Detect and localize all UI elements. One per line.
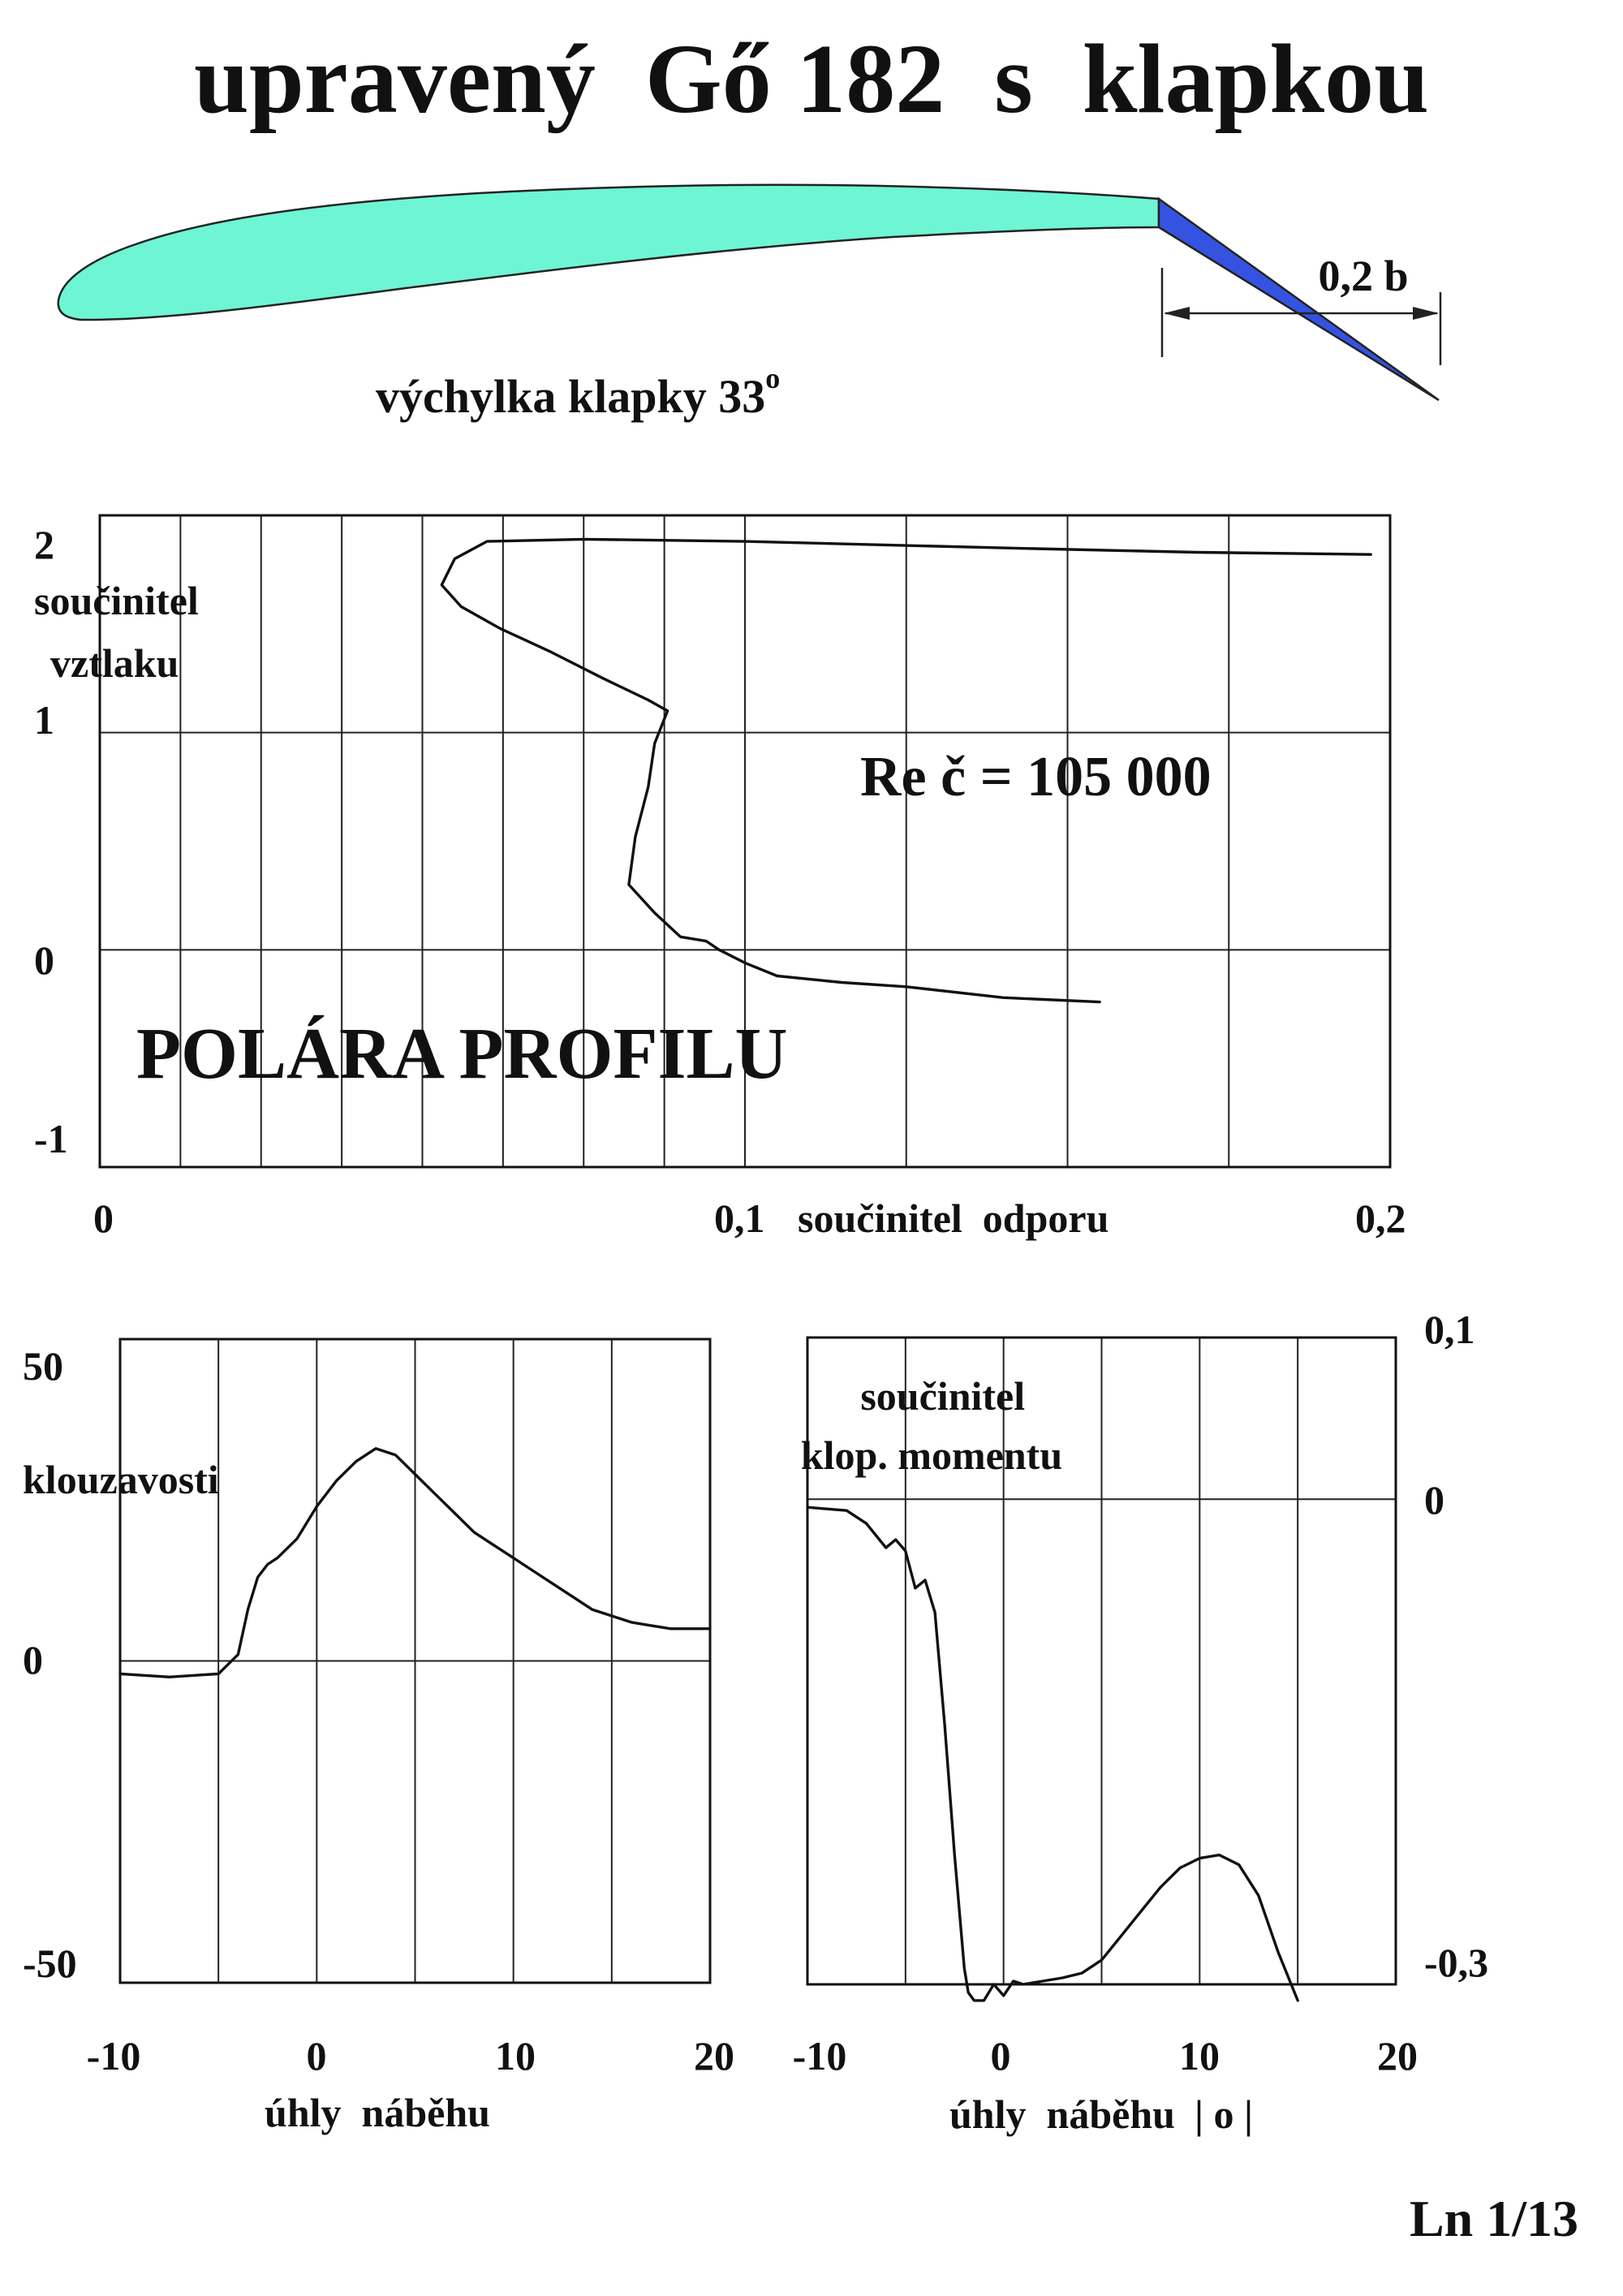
glide-ytick-0: 0 [23,1637,43,1682]
moment-ytick-minus0.3: -0,3 [1424,1940,1489,1985]
polar-ytick-minus1: -1 [34,1116,68,1161]
moment-xlabel-text: úhly náběhu [949,2091,1175,2137]
polar-xtick-0.1: 0,1 [714,1195,765,1241]
page-label: Ln 1/13 [1409,2190,1578,2247]
glide-xtick-0: 0 [306,2033,327,2078]
flap-deflection-label [376,362,780,423]
moment-curve [807,1507,1298,2001]
flap-dimension-arrow-left [1164,307,1190,320]
flap-deflection-text: výchylka klapky 33 [376,370,766,423]
polar-ylabel-line2: vztlaku [50,640,179,686]
polar-xtick-0: 0 [93,1195,114,1241]
moment-ylabel [801,1373,1062,1478]
moment-xlabel [949,2091,1253,2137]
moment-xtick-20: 20 [1377,2033,1418,2078]
moment-xtick-0: 0 [990,2033,1011,2078]
moment-ytick-0: 0 [1424,1477,1444,1523]
glide-ratio-chart [23,1339,734,2135]
polar-chart [34,515,1406,1241]
moment-xtick-minus10: -10 [792,2033,847,2078]
glide-xtick-20: 20 [694,2033,734,2078]
glide-grid [120,1339,710,1983]
moment-coefficient-chart [793,1307,1488,2137]
page-title: upravený Gő 182 s klapkou [193,24,1430,134]
glide-xlabel: úhly náběhu [265,2090,490,2135]
flap-chord-label: 0,2 b [1318,252,1409,300]
airfoil-body [58,185,1159,320]
moment-ylabel-line2: klop. momentu [800,1432,1063,1478]
glide-xtick-minus10: -10 [86,2033,141,2078]
polar-ylabel [34,578,209,686]
airfoil-drawing [58,185,1440,423]
moment-xtick-10: 10 [1179,2033,1220,2078]
degree-symbol: o [765,362,781,394]
glide-ytick-minus50: -50 [23,1941,77,1986]
flap-dimension-arrow-right [1413,307,1439,320]
polar-ytick-1: 1 [34,697,54,743]
glide-xtick-10: 10 [495,2033,536,2078]
glide-ytick-50: 50 [23,1343,63,1389]
moment-ylabel-line1: součinitel [860,1373,1026,1419]
polar-xlabel: součinitel odporu [798,1195,1109,1241]
reynolds-number: Re č = 105 000 [860,746,1212,808]
polar-ytick-2: 2 [34,522,54,567]
glide-ylabel: klouzavosti [23,1457,219,1502]
polar-ytick-0: 0 [34,937,54,983]
polar-title: POLÁRA PROFILU [136,1014,788,1094]
moment-xlabel-units: | o | [1194,2091,1253,2137]
polar-ylabel-line1: součinitel [34,578,199,623]
moment-ytick-0.1: 0,1 [1424,1307,1475,1352]
polar-xtick-0.2: 0,2 [1355,1195,1406,1241]
